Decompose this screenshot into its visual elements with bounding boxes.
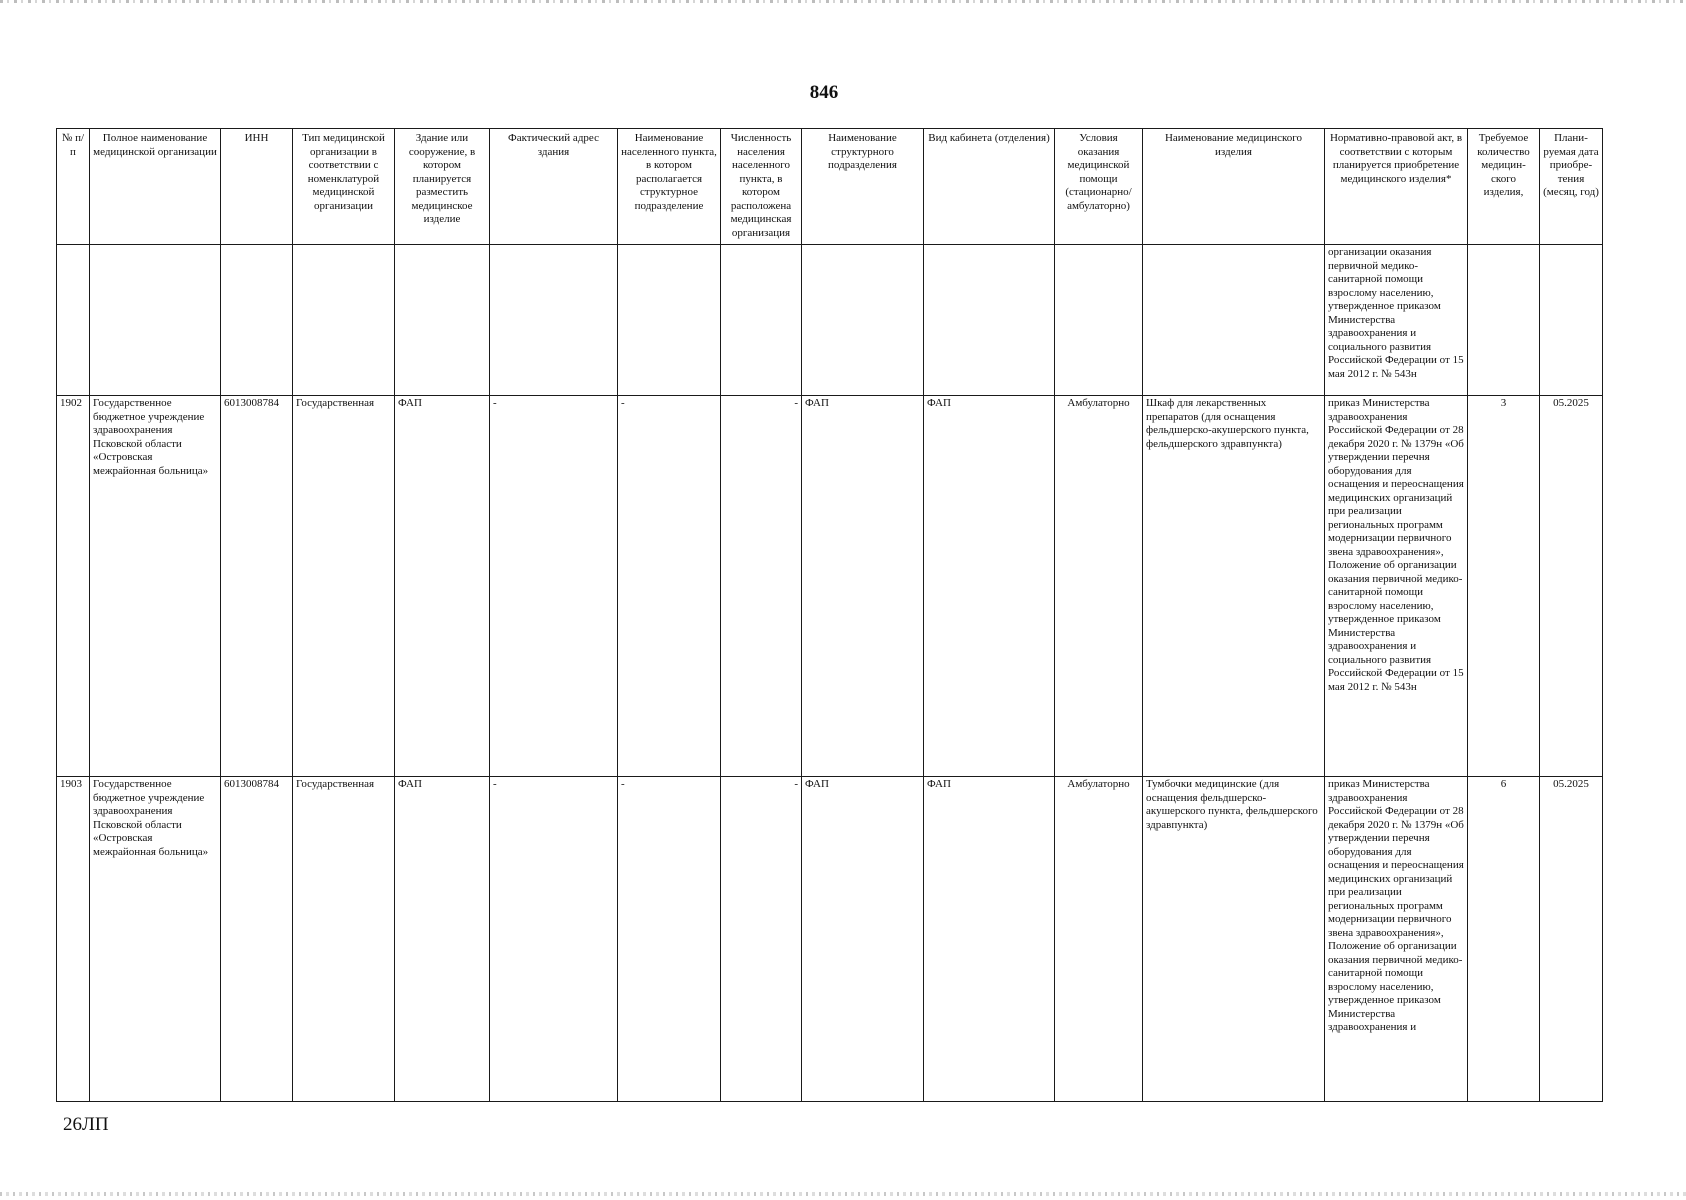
settlement-cell: -	[618, 396, 721, 777]
subdivision-cell: ФАП	[802, 777, 924, 1102]
device-cell: Шкаф для лекарственных препаратов (для оснащения фельдшерско-акушерского пункта, фельдшерского здравпункта)	[1143, 396, 1325, 777]
table-row	[57, 396, 1603, 777]
page-number: 846	[809, 82, 839, 103]
conditions-cell: Амбулаторно	[1055, 777, 1143, 1102]
table-cell	[924, 245, 1055, 396]
address-cell: -	[490, 396, 618, 777]
scan-edge-bottom	[0, 1192, 1686, 1196]
header-cell: № п/п	[57, 129, 90, 245]
subdivision-cell: ФАП	[802, 396, 924, 777]
building-cell: ФАП	[395, 777, 490, 1102]
header-cell: Плани-руемая дата приобре-тения (месяц, год)	[1540, 129, 1603, 245]
table-cell	[221, 245, 293, 396]
header-cell: Тип медицинской организации в соответствии с номенклатурой медицинской организации	[293, 129, 395, 245]
scan-edge-top	[0, 0, 1686, 3]
inn-cell: 6013008784	[221, 777, 293, 1102]
building-cell: ФАП	[395, 396, 490, 777]
table-cell	[57, 245, 90, 396]
org-type-cell: Государственная	[293, 396, 395, 777]
equipment-table	[56, 128, 1603, 1102]
header-cell: Вид кабинета (отделения)	[924, 129, 1055, 245]
cabinet-cell: ФАП	[924, 396, 1055, 777]
table-cell	[1540, 245, 1603, 396]
inn-cell: 6013008784	[221, 396, 293, 777]
act-continuation-cell: организации оказания первичной медико-санитарной помощи взрослому населению, утвержденное приказом Министерства здравоохранения и социального развития Российской Федерации от 15 мая 2012 г. № 543н	[1325, 245, 1468, 396]
table-cell	[90, 245, 221, 396]
org-name-cell: Государственное бюджетное учреждение здравоохранения Псковской области «Островская межрайонная больница»	[90, 396, 221, 777]
cabinet-cell: ФАП	[924, 777, 1055, 1102]
table-cell	[1055, 245, 1143, 396]
table-cell	[1468, 245, 1540, 396]
header-cell: Наименование структурного подразделения	[802, 129, 924, 245]
row-number-cell: 1902	[57, 396, 90, 777]
act-cell: приказ Министерства здравоохранения Российской Федерации от 28 декабря 2020 г. № 1379н «Об утверждении перечня оборудования для оснащения и переоснащения медицинских организаций при реализации региональных программ модернизации первичного звена здравоохранения», Положение об организации оказания первичной медико-санитарной помощи взрослому населению, утвержденное приказом Министерства здравоохранения и	[1325, 777, 1468, 1102]
header-cell: Нормативно-правовой акт, в соответствии с которым планируется приобретение медицинского изделия*	[1325, 129, 1468, 245]
table-row-continuation	[57, 245, 1603, 396]
header-cell: Фактический адрес здания	[490, 129, 618, 245]
conditions-cell: Амбулаторно	[1055, 396, 1143, 777]
population-cell: -	[721, 396, 802, 777]
settlement-cell: -	[618, 777, 721, 1102]
table-header-row	[57, 129, 1603, 245]
date-cell: 05.2025	[1540, 396, 1603, 777]
table-cell	[1143, 245, 1325, 396]
header-cell: Полное наименование медицинской организации	[90, 129, 221, 245]
quantity-cell: 3	[1468, 396, 1540, 777]
date-cell: 05.2025	[1540, 777, 1603, 1102]
quantity-cell: 6	[1468, 777, 1540, 1102]
device-cell: Тумбочки медицинские (для оснащения фельдшерско-акушерского пункта, фельдшерского здравпункта)	[1143, 777, 1325, 1102]
header-cell: Наименование медицинского изделия	[1143, 129, 1325, 245]
header-cell: Численность населения населенного пункта, в котором расположена медицинская организация	[721, 129, 802, 245]
table-row	[57, 777, 1603, 1102]
header-cell: Наименование населенного пункта, в котором располагается структурное подразделение	[618, 129, 721, 245]
table-cell	[395, 245, 490, 396]
org-type-cell: Государственная	[293, 777, 395, 1102]
table-cell	[618, 245, 721, 396]
table-cell	[721, 245, 802, 396]
org-name-cell: Государственное бюджетное учреждение здравоохранения Псковской области «Островская межрайонная больница»	[90, 777, 221, 1102]
table-cell	[802, 245, 924, 396]
table-cell	[293, 245, 395, 396]
act-cell: приказ Министерства здравоохранения Российской Федерации от 28 декабря 2020 г. № 1379н «Об утверждении перечня оборудования для оснащения и переоснащения медицинских организаций при реализации региональных программ модернизации первичного звена здравоохранения», Положение об организации оказания первичной медико-санитарной помощи взрослому населению, утвержденное приказом Министерства здравоохранения и социального развития Российской Федерации от 15 мая 2012 г. № 543н	[1325, 396, 1468, 777]
table-cell	[490, 245, 618, 396]
address-cell: -	[490, 777, 618, 1102]
population-cell: -	[721, 777, 802, 1102]
header-cell: Условия оказания медицинской помощи (стационарно/ амбулаторно)	[1055, 129, 1143, 245]
header-cell: ИНН	[221, 129, 293, 245]
header-cell: Здание или сооружение, в котором планируется разместить медицинское изделие	[395, 129, 490, 245]
header-cell: Требуемое количество медицин-ского изделия,	[1468, 129, 1540, 245]
footer-code: 26ЛП	[63, 1114, 109, 1135]
row-number-cell: 1903	[57, 777, 90, 1102]
